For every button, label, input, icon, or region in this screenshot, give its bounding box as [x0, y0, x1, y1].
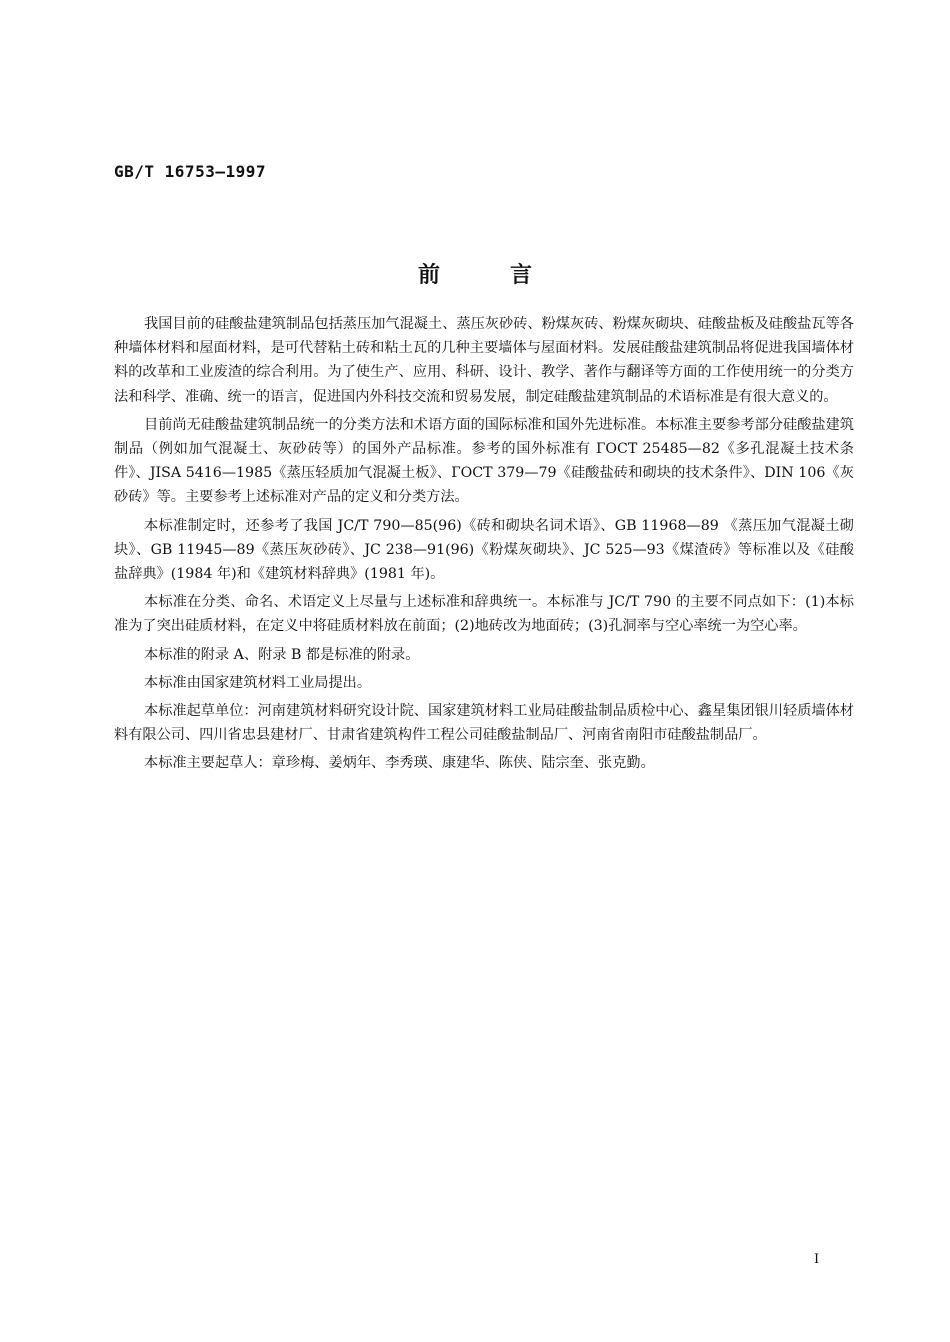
paragraph-4: 本标准在分类、命名、术语定义上尽量与上述标准和辞典统一。本标准与 JC/T 790 的主要不同点如下：(1)本标准为了突出硅质材料，在定义中将硅质材料放在前面；(2)地砖改为地面砖；(3)孔洞率与空心率统一为空心率。 — [114, 594, 854, 635]
page-number: I — [814, 1252, 820, 1267]
standard-code: GB/T 16753—1997 — [114, 162, 266, 181]
page-title — [0, 258, 950, 289]
paragraph-6: 本标准由国家建筑材料工业局提出。 — [144, 674, 372, 691]
paragraph-1: 我国目前的硅酸盐建筑制品包括蒸压加气混凝土、蒸压灰砂砖、粉煤灰砖、粉煤灰砌块、硅酸盐板及硅酸盐瓦等各种墙体材料和屋面材料，是可代替粘土砖和粘土瓦的几种主要墙体与屋面材料。发展硅酸盐建筑制品将促进我国墙体材料的改革和工业废渣的综合利用。为了使生产、应用、科研、设计、教学、著作与翻译等方面的工作使用统一的分类方法和科学、准确、统一的语言，促进国内外科技交流和贸易发展，制定硅酸盐建筑制品的术语标准是有很大意义的。 — [114, 316, 854, 405]
paragraph-8: 本标准主要起草人：章珍梅、姜炳年、李秀瑛、康建华、陈侠、陆宗奎、张克勤。 — [144, 755, 655, 772]
paragraph-5: 本标准的附录 A、附录 B 都是标准的附录。 — [144, 646, 420, 663]
title-char-1: 前 — [417, 263, 440, 288]
title-char-2: 言 — [510, 263, 533, 288]
paragraph-3: 本标准制定时，还参考了我国 JC/T 790—85(96)《砖和砌块名词术语》、GB 11968—89 《蒸压加气混凝土砌块》、GB 11945—89《蒸压灰砂砖》、JC 238—91(96)《粉煤灰砌块》、JC 525—93《煤渣砖》等标准以及《硅酸盐辞典》(1984 年)和《建筑材料辞典》(1981 年)。 — [114, 517, 854, 583]
foreword-body — [114, 312, 854, 780]
paragraph-7: 本标准起草单位：河南建筑材料研究设计院、国家建筑材料工业局硅酸盐制品质检中心、鑫星集团银川轻质墙体材料有限公司、四川省忠县建材厂、甘肃省建筑构件工程公司硅酸盐制品厂、河南省南阳市硅酸盐制品厂。 — [114, 703, 854, 744]
paragraph-2: 目前尚无硅酸盐建筑制品统一的分类方法和术语方面的国际标准和国外先进标准。本标准主要参考部分硅酸盐建筑制品（例如加气混凝土、灰砂砖等）的国外产品标准。参考的国外标准有 ГОСТ 25485—82《多孔混凝土技术条件》、JISA 5416—1985《蒸压轻质加气混凝土板》、ГОСТ 379—79《硅酸盐砖和砌块的技术条件》、DIN 106《灰砂砖》等。主要参考上述标准对产品的定义和分类方法。 — [114, 416, 854, 506]
